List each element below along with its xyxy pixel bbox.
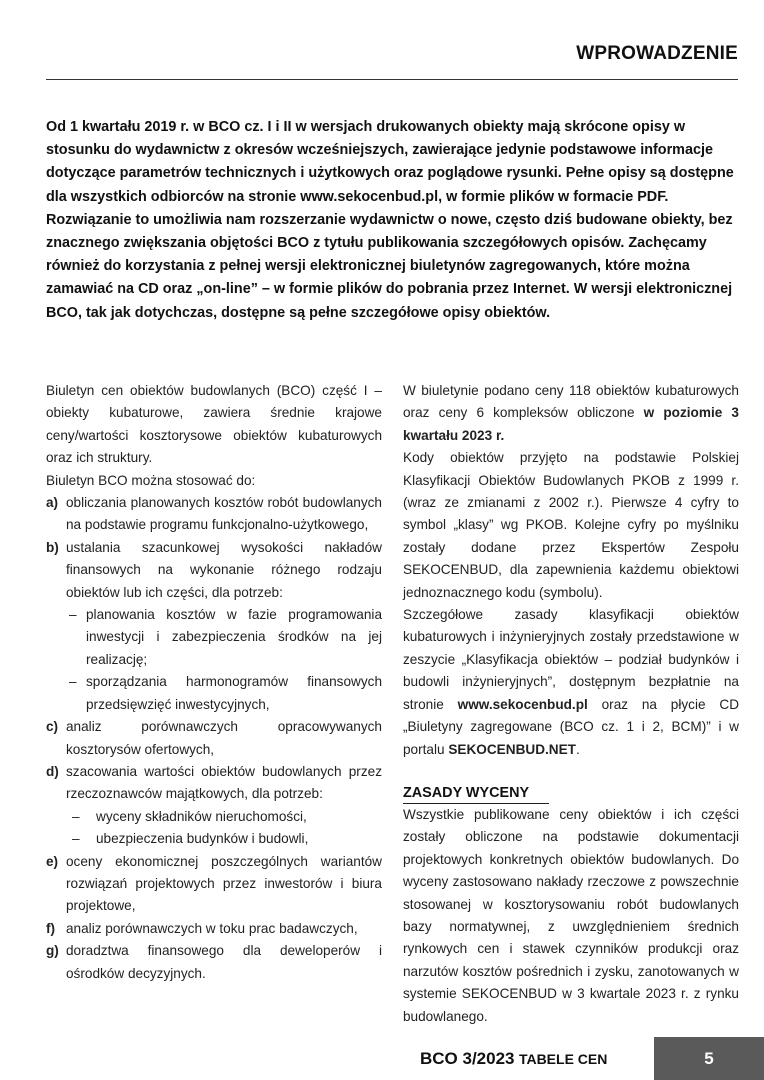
footer-section: TABELE CEN [518,1051,608,1067]
usage-list [46,492,382,985]
sub-list-item-text: sporządzania harmonogramów finansowych przedsięwzięć inwestycyjnych, [86,674,382,712]
pricing-rules-paragraph: Wszystkie publikowane ceny obiektów i ich części zostały obliczone na podstawie dokumentacji projektowych konkretnych obiektów budowlanych. Do wyceny zastosowano nakłady rzeczowe z powszechnie stosowanej w kosztorysowaniu robót budowlanych bazy normatywnej, z uwzględnieniem średnich rynkowych cen i stawek czynników produkcji oraz narzutów kosztów pośrednich i zysku, zanotowanych w systemie SEKOCENBUD w 3 kwartale 2023 r. z rynku budowlanego. [403,806,739,1024]
list-marker: e) [46,853,59,869]
dash-marker: – [72,831,80,847]
left-column [46,380,382,985]
sub-list-item-text: planowania kosztów w fazie programowania inwestycji i zabezpieczenia środków na jej realizację; [86,607,382,667]
list-marker: b) [46,539,59,555]
classification-text-cd: oraz na płycie CD „Biuletyny zagregowane (BCO cz. 1 i 2, BCM)” i w portalu [403,696,740,757]
section-heading-text: ZASADY WYCENY [403,783,549,804]
list-item [46,761,382,851]
bco-description: Biuletyn cen obiektów budowlanych (BCO) część I – obiekty kubaturowe, zawiera średnie krajowe ceny/wartości kosztorysowe obiektów kubaturowych oraz ich struktury. [46,383,382,466]
intro-paragraph: Od 1 kwartału 2019 r. w BCO cz. I i II w wersjach drukowanych obiekty mają skrócone opisy w stosunku do wydawnictw z okresów wcześniejszych, zawierające jedynie podstawowe informacje dotyczące parametrów technicznych i użytkowych oraz poglądowe rysunki. Pełne opisy są dostępne dla wszystkich odbiorców na stronie www.sekocenbud.pl, w formie plików w formacie PDF. Rozwiązanie to umożliwia nam rozszerzanie wydawnictw o nowe, często dziś budowane obiekty, bez znacznego zwiększania objętości BCO z tytułu publikowania szczegółowych opisów. Zachęcamy również do korzystania z pełnej wersji elektronicznej biuletynów zagregowanych, które można zamawiać na CD oraz „on-line” – w formie plików do pobrania przez Internet. W wersji elektronicznej BCO, tak jak dotychczas, dostępne są pełne szczegółowe opisy obiektów. [46,119,734,321]
list-item-text: analiz porównawczych opracowywanych kosztorysów ofertowych, [66,719,382,757]
list-item [46,940,382,985]
website-link[interactable]: www.sekocenbud.pl [457,696,588,712]
price-count-text: W biuletynie podano ceny 118 obiektów kubaturowych oraz ceny 6 kompleksów obliczone [403,383,739,421]
list-item [46,537,382,716]
classification-paragraph [403,604,739,761]
footer-label [420,1049,607,1069]
price-count-paragraph [403,380,739,447]
object-codes-paragraph: Kody obiektów przyjęto na podstawie Polskiej Klasyfikacji Obiektów Budowlanych PKOB z 1999 r. (wraz ze zmianami z 2002 r.). Pierwsze 4 cyfry to symbol „klasy” wg PKOB. Kolejne cyfry po myślniku zostały dodane przez Ekspertów Zespołu SEKOCENBUD, dla zapewnienia każdemu obiektowi jednoznacznego kodu (symbolu). [403,450,739,600]
sub-list-item [66,671,382,716]
sub-list [66,604,382,716]
list-marker: d) [46,763,59,779]
sub-list-item [66,828,382,850]
price-level-highlight: w poziomie 3 kwartału 2023 r. [403,405,739,443]
list-item [46,716,382,761]
list-marker: g) [46,943,59,959]
sub-list-item-text: ubezpieczenia budynków i budowli, [96,831,309,847]
dash-marker: – [72,808,80,824]
bco-usage-lead: Biuletyn BCO można stosować do: [46,472,256,488]
section-heading [403,761,739,804]
portal-link[interactable]: SEKOCENBUD.NET [448,741,576,757]
classification-text-end: . [575,741,580,757]
list-marker: c) [46,719,59,735]
list-marker: f) [46,920,56,936]
list-item-text: doradztwa finansowego dla deweloperów i ośrodków decyzyjnych. [66,943,382,981]
page-number: 5 [704,1049,714,1068]
list-item-text: szacowania wartości obiektów budowlanych przez rzeczoznawców majątkowych, dla potrzeb: [66,763,382,802]
list-item-text: analiz porównawczych w toku prac badawczych, [66,920,358,936]
sub-list-item [66,604,382,671]
page-section-title: WPROWADZENIE [576,43,738,64]
sub-list [66,806,382,851]
list-item [46,851,382,918]
footer-issue: BCO 3/2023 [420,1049,515,1068]
dash-marker: – [69,674,77,690]
list-item-text: obliczania planowanych kosztów robót budowlanych na podstawie programu funkcjonalno-użytkowego, [66,495,382,533]
classification-text: Szczegółowe zasady klasyfikacji obiektów kubaturowych i inżynieryjnych zostały przedstawione w zeszycie „Klasyfikacja obiektów – podział budynków i budowli inżynieryjnych”, dostępnym bezpłatnie na stronie [403,607,739,712]
sub-list-item-text: wyceny składników nieruchomości, [96,808,307,824]
list-item-text: ustalania szacunkowej wysokości nakładów finansowych na wykonanie różnego rodzaju obiektów lub ich części, dla potrzeb: [66,539,382,600]
right-column [403,380,739,1028]
header-divider [46,79,738,80]
sub-list-item [66,806,382,828]
list-marker: a) [46,495,59,511]
list-item [46,492,382,537]
list-item-text: oceny ekonomicznej poszczególnych wariantów rozwiązań projektowych przez inwestorów i biura projektowe, [66,853,382,914]
dash-marker: – [69,607,77,623]
list-item [46,918,382,940]
